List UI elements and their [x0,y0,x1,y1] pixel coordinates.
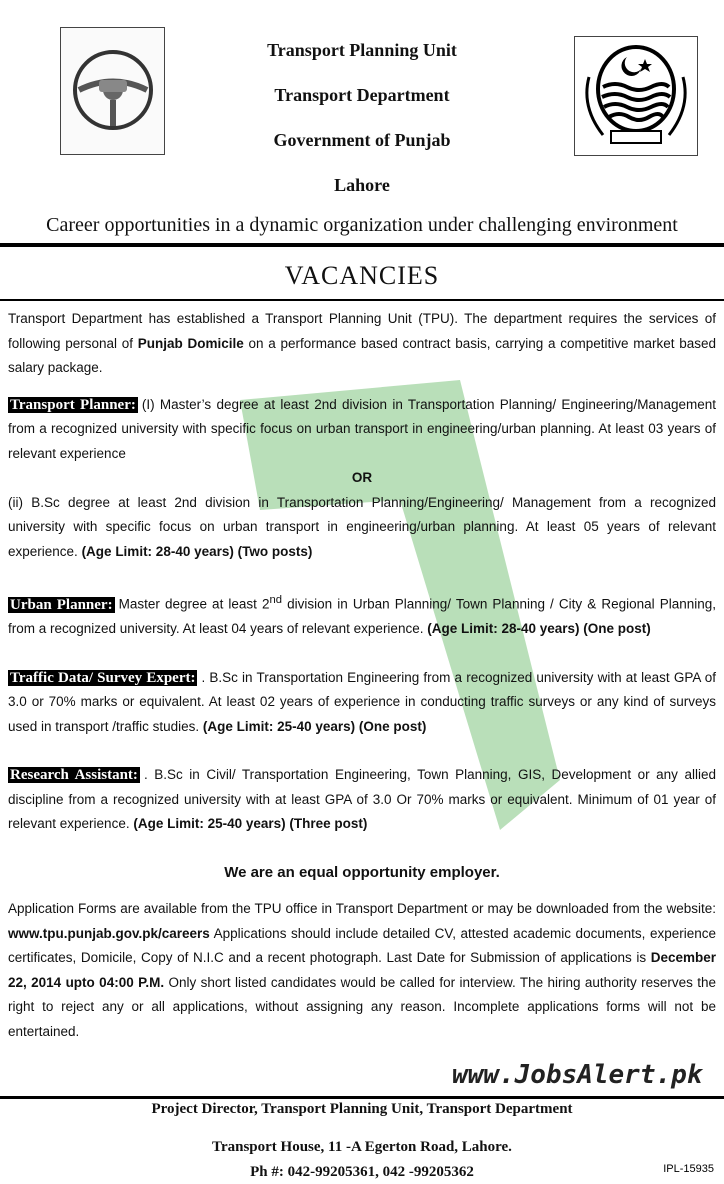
traffic-expert-section [8,666,716,740]
equal-opportunity-statement: We are an equal opportunity employer. [224,863,500,881]
heading-department: Transport Department [274,85,450,105]
contact-footer [0,1096,724,1181]
jobsalert-site-watermark: www.JobsAlert.pk [452,1060,703,1090]
urban-planner-section [8,588,716,642]
punjab-seal-graphic [575,37,697,155]
transport-planner-title: Transport Planner: [10,396,136,413]
application-text: Application Forms are available from the TPU office in Transport Department or may be downloaded from the website: [8,901,716,916]
application-instructions [8,897,716,1044]
heading-government: Government of Punjab [273,130,451,150]
research-assistant-section [8,763,716,837]
or-separator: OR [351,470,373,485]
punjab-government-seal [574,36,698,156]
transport-planner-option2-text: (ii) B.Sc degree at least 2nd division in Transportation Planning/Engineering/ Management from a recognized university with specific focus on urban transport in engineering/urban planning. At least 05 years of relevant experience. [8,494,716,559]
transport-planner-option1: (I) Master’s degree at least 2nd division in Transportation Planning/ Engineering/Management from a recognized university with specific focus on urban transport in engineering/urban planning. At least 03 years of relevant experience [8,396,716,461]
intro-domicile: Punjab Domicile [137,335,244,351]
research-assistant-title: Research Assistant: [10,767,138,783]
traffic-expert-text: . B.Sc in Transportation Engineering from a recognized university with at least GPA of 3.0 or 70% marks or equivalent. At least 02 years of experience in conducting traffic surveys or any kind of surveys used in transport /traffic studies. [8,669,716,734]
intro-text-end: on a performance based contract basis, carrying a competitive market based salary package. [8,335,716,375]
footer-director: Project Director, Transport Planning Unit, Transport Department [151,1101,573,1117]
vacancies-banner [0,247,724,301]
traffic-expert-title: Traffic Data/ Survey Expert: [10,669,196,686]
vacancy-details [8,307,716,1044]
urban-planner-text-end: division in Urban Planning/ Town Planning / City & Regional Planning, from a recognized university. At least 04 years of relevant experience. [8,596,716,636]
transport-planner-option2 [8,491,716,565]
urban-planner-superscript: nd [269,594,283,606]
reference-code: IPL-15935 [663,1163,714,1175]
urban-planner-title: Urban Planner: [10,596,113,613]
urban-planner-text: Master degree at least 2 [118,596,270,612]
banner-title: VACANCIES [284,261,440,290]
heading-unit: Transport Planning Unit [267,40,457,60]
footer-phone: Ph #: 042-99205361, 042 -99205362 [250,1164,474,1180]
application-deadline: December 22, 2014 upto 04:00 P.M. [8,950,716,990]
intro-text: Transport Department has established a Transport Planning Unit (TPU). The department requires the services of following personal of [8,311,716,351]
header [0,0,724,247]
tagline: Career opportunities in a dynamic organization under challenging environment [46,214,678,236]
intro-paragraph [8,307,716,381]
transport-planner-limits: (Age Limit: 28-40 years) (Two posts) [81,543,313,559]
traffic-expert-limits: (Age Limit: 25-40 years) (One post) [202,718,427,734]
heading-city: Lahore [334,175,390,195]
research-assistant-text: . B.Sc in Civil/ Transportation Engineering, Town Planning, GIS, Development or any allied discipline from a recognized university with at least GPA of 3.0 Or 70% marks or equivalent. Minimum of 01 year of relevant experience. [8,767,716,831]
urban-planner-limits: (Age Limit: 28-40 years) (One post) [427,621,651,636]
application-text-mid: Applications should include detailed CV, attested academic documents, experience certificates, Domicile, Copy of N.I.C and a recent photograph. Last Date for Submission of applications is [8,925,716,965]
transport-planner-section [8,393,716,467]
research-assistant-limits: (Age Limit: 25-40 years) (Three post) [133,816,368,831]
application-text-end: Only short listed candidates would be called for interview. The hiring authority reserves the right to reject any or all applications, without assigning any reason. Incomplete applications forms will not be entertained. [8,974,716,1039]
footer-address: Transport House, 11 -A Egerton Road, Lahore. [212,1139,512,1155]
careers-website-link[interactable]: www.tpu.punjab.gov.pk/careers [8,925,210,941]
